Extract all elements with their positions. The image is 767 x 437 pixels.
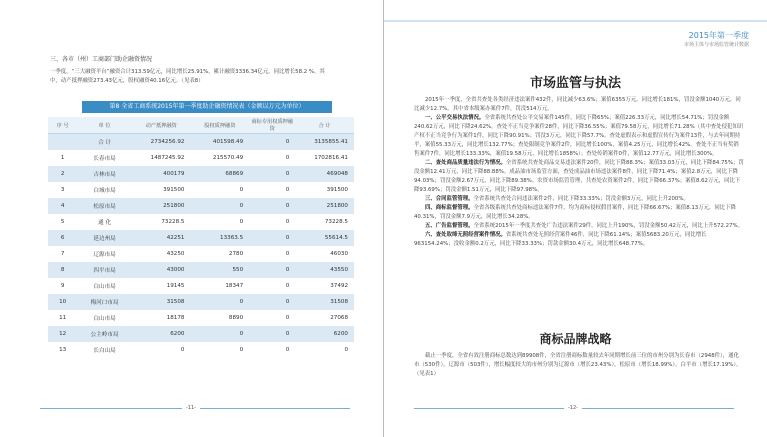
market-intro: 2015年一季度，全省共查处各类经济违法案件432件，同比减少63.6%；案值6355万元，同比增长181%，罚没金额1040万元，同比减少12.7%。其中省本级案办案件7件，罚没514万元。 (414, 97, 741, 112)
cell-unit: 白山市局 (77, 278, 131, 294)
cell-total: 31508 (295, 294, 354, 310)
enforcement-item (414, 231, 744, 249)
cell-movable: 18178 (132, 310, 191, 326)
cell-unit: 公主岭市局 (77, 326, 131, 342)
enforcement-item-label: 一、公平交易执法情况。 (425, 115, 485, 121)
cell-total: 469048 (295, 166, 354, 182)
enforcement-item (414, 195, 744, 204)
cell-total: 391500 (295, 182, 354, 198)
cell-trademark: 0 (249, 310, 295, 326)
cell-equity: 68869 (190, 166, 249, 182)
header-title: 2015年第一季度 (688, 31, 749, 40)
header-movable: 动产抵押融资 (132, 117, 191, 134)
cell-equity: 550 (190, 262, 249, 278)
table-header-row (48, 117, 354, 134)
table-row (48, 198, 354, 214)
table-row (48, 166, 354, 182)
section-heading: 三、各市（州）工商部门助企融资情况 (50, 56, 153, 63)
header-total: 合 计 (295, 117, 354, 134)
enforcement-items (414, 114, 744, 249)
cell-movable: 43000 (132, 262, 191, 278)
enforcement-item-text: 全省系统2015年一季度共查处广告违法案件29件，同比上升190%，罚没金额50.42万元，同比上升572.27%。 (473, 223, 743, 229)
table-row (48, 246, 354, 262)
cell-trademark: 0 (249, 230, 295, 246)
enforcement-item (414, 222, 744, 231)
cell-movable: 6200 (132, 326, 191, 342)
cell-no: 6 (48, 230, 77, 246)
cell-movable: 400179 (132, 166, 191, 182)
financing-table (48, 117, 354, 358)
cell-trademark: 0 (249, 294, 295, 310)
cell-trademark: 0 (249, 166, 295, 182)
table-row (48, 294, 354, 310)
cell-unit: 辽源市局 (77, 246, 131, 262)
cell-equity: 215570.49 (190, 150, 249, 166)
cell-no: 11 (48, 310, 77, 326)
table-row (48, 342, 354, 358)
cell-trademark: 0 (249, 326, 295, 342)
enforcement-item-text: 全省系统共查处合同违法案件2件，同比下降33.33%；罚没金额3万元，同比上升200%。 (473, 196, 689, 202)
cell-movable: 391500 (132, 182, 191, 198)
cell-equity: 2780 (190, 246, 249, 262)
page-number-left: -11- (182, 405, 200, 411)
table-row (48, 326, 354, 342)
enforcement-item-text: 全省系统共查处公平交易案件145件，同比下降65%；案值226.33万元，同比增长54.71%；罚没金额240.62万元，同比下降24.62%。查处不正当竞争案件28件，同比下降36.55%；案值79.58万元，同比增长71.28%（其中查处侵犯知识产权不正当竞争行为案件1件，同比下降90.91%；罚没3万元，同比下降57.7%。查处虚假表示和虚假宣传行为案件13件，与去年同期持平，案值55.33万元，同比增长132.77%；查处限制竞争案件2件，同比增长100%，案值4.25万元，同比增长42%。查处不正当有奖销售案件7件，同比增长133.33%，案值19.58万元，同比增长1858%）；查处传销案件0件，案值12.77万元，同比增长300%。 (414, 115, 744, 157)
cell-unit: 合 计 (77, 134, 131, 151)
cell-unit: 白城市局 (77, 182, 131, 198)
cell-unit: 长白山局 (77, 342, 131, 358)
cell-no: 2 (48, 166, 77, 182)
cell-no: 4 (48, 198, 77, 214)
cell-unit: 四平市局 (77, 262, 131, 278)
enforcement-item-text: 全省系统共查处商品交易违法案件20件，同比下降88.3%；案值33.03万元，同比下降84.75%；罚没金额12.41万元，同比下降88.88%。成品油市场监管方面，查处成品油市场违法案件8件，同比下降71.4%；案值2.8万元，同比下降94.03%；罚没金额2.67万元，同比下降89.38%。农资市场监管管理，共查处农资案件2件，同比下降66.37%；案值8.62万元，同比下降93.69%；罚没金额1.51万元，同比下降97.98%。 (414, 160, 744, 193)
cell-no: 8 (48, 262, 77, 278)
cell-trademark: 0 (249, 182, 295, 198)
cell-movable: 2734256.92 (132, 134, 191, 151)
header-subtitle: 市场主体与市场监管统计数据 (683, 42, 749, 48)
cell-no: 10 (48, 294, 77, 310)
cell-movable: 31508 (132, 294, 191, 310)
cell-trademark: 0 (249, 150, 295, 166)
cell-trademark: 0 (249, 342, 295, 358)
cell-equity: 0 (190, 294, 249, 310)
cell-equity: 0 (190, 214, 249, 230)
cell-unit: 长春市局 (77, 150, 131, 166)
cell-total: 251800 (295, 198, 354, 214)
cell-total: 0 (295, 342, 354, 358)
cell-no: 12 (48, 326, 77, 342)
cell-trademark: 0 (249, 278, 295, 294)
section-title-brand: 商标品牌战略 (539, 332, 612, 346)
cell-unit: 通 化 (77, 214, 131, 230)
enforcement-item-text: 全省各级系统共查处商标违法案件7件，均为商标侵权假冒案件，同比下降66.67%；案值8.13万元，同比下降40.31%，罚没金额7.9万元，同比增长34.28%。 (414, 205, 736, 220)
enforcement-item (414, 159, 744, 195)
table-row (48, 150, 354, 166)
cell-trademark: 0 (249, 246, 295, 262)
cell-no: 7 (48, 246, 77, 262)
cell-unit: 松原市局 (77, 198, 131, 214)
enforcement-item-label: 四、商标监督管理。 (425, 205, 474, 211)
cell-trademark: 0 (249, 198, 295, 214)
cell-movable: 42251 (132, 230, 191, 246)
cell-movable: 251800 (132, 198, 191, 214)
cell-no: 1 (48, 150, 77, 166)
table-row (48, 310, 354, 326)
cell-no: 5 (48, 214, 77, 230)
header-trademark: 商标专用权质押融资 (249, 117, 295, 134)
cell-unit: 梅河口市局 (77, 294, 131, 310)
cell-equity: 401598.49 (190, 134, 249, 151)
header-unit: 单 位 (77, 117, 131, 134)
market-body (414, 96, 744, 249)
cell-trademark: 0 (249, 214, 295, 230)
cell-movable: 0 (132, 342, 191, 358)
table-row (48, 278, 354, 294)
table-row (48, 214, 354, 230)
cell-movable: 73228.5 (132, 214, 191, 230)
table-title: 第8 全省工商系统2015年第一季度助企融资情况表（金额以万元为单位） (82, 101, 332, 113)
table-row (48, 182, 354, 198)
cell-no: 9 (48, 278, 77, 294)
cell-trademark: 0 (249, 262, 295, 278)
enforcement-item-label: 三、合同监管管理。 (425, 196, 474, 202)
left-page (0, 0, 383, 437)
cell-equity: 0 (190, 342, 249, 358)
financing-paragraph: 一季度，“三大融资平台”融资合计313.59亿元，同比增长25.91%，累计融资3336.34亿元，同比增长58.2 %。其中，动产抵押融资273.43亿元，股权融资40.16亿元。（见表8） (50, 69, 325, 84)
enforcement-item-label: 五、广告监督管理。 (425, 223, 474, 229)
cell-total: 27068 (295, 310, 354, 326)
cell-total: 73228.5 (295, 214, 354, 230)
header-no: 序 号 (48, 117, 77, 134)
header-bar (384, 20, 767, 22)
cell-total: 3135855.41 (295, 134, 354, 151)
cell-equity: 8890 (190, 310, 249, 326)
cell-no: 13 (48, 342, 77, 358)
cell-unit: 吉林市局 (77, 166, 131, 182)
brand-paragraph: 截止一季度，全省有效注册商标总数达到89908件，全省注册商标数量较去年同期增长前三位的市州分别为长春市（2948件），通化市（530件），辽源市（503件），增长幅度较大的市州分别为辽源市（增长23.43%），松原市（增长18.99%），白平市（增长17.19%）。（见表1） (414, 353, 742, 377)
page-number-right: -12- (564, 405, 582, 411)
enforcement-item-text: 省系统共查处无照经营案件46件，同比下降61.14%；案值5683.20万元，同比增长963154.24%；没收金额0.2万元，同比下降33.33%；罚款金额30.4万元，同比增长648.77%。 (414, 232, 707, 247)
cell-unit: 延边州局 (77, 230, 131, 246)
cell-total: 37492 (295, 278, 354, 294)
cell-total: 43550 (295, 262, 354, 278)
header-equity: 股权质押融资 (190, 117, 249, 134)
table-row (48, 262, 354, 278)
right-page (384, 0, 767, 437)
cell-total: 6200 (295, 326, 354, 342)
cell-no (48, 134, 77, 151)
cell-movable: 43250 (132, 246, 191, 262)
cell-equity: 0 (190, 198, 249, 214)
section-title-market: 市场监管与执法 (529, 76, 621, 91)
cell-equity: 0 (190, 326, 249, 342)
enforcement-item-label: 六、查处取缔无照经营案件情况。 (425, 232, 506, 238)
cell-total: 1702816.41 (295, 150, 354, 166)
enforcement-item (414, 204, 744, 222)
cell-equity: 18347 (190, 278, 249, 294)
cell-no: 3 (48, 182, 77, 198)
table-row-total (48, 134, 354, 151)
enforcement-item (414, 114, 744, 159)
cell-trademark: 0 (249, 134, 295, 151)
cell-equity: 13363.5 (190, 230, 249, 246)
cell-total: 55614.5 (295, 230, 354, 246)
cell-unit: 白山市局 (77, 310, 131, 326)
enforcement-item-label: 二、查处商品质量违法行为情况。 (425, 160, 506, 166)
cell-equity: 0 (190, 182, 249, 198)
table-row (48, 230, 354, 246)
table-body (48, 134, 354, 359)
cell-movable: 1487245.92 (132, 150, 191, 166)
cell-movable: 19145 (132, 278, 191, 294)
cell-total: 46030 (295, 246, 354, 262)
